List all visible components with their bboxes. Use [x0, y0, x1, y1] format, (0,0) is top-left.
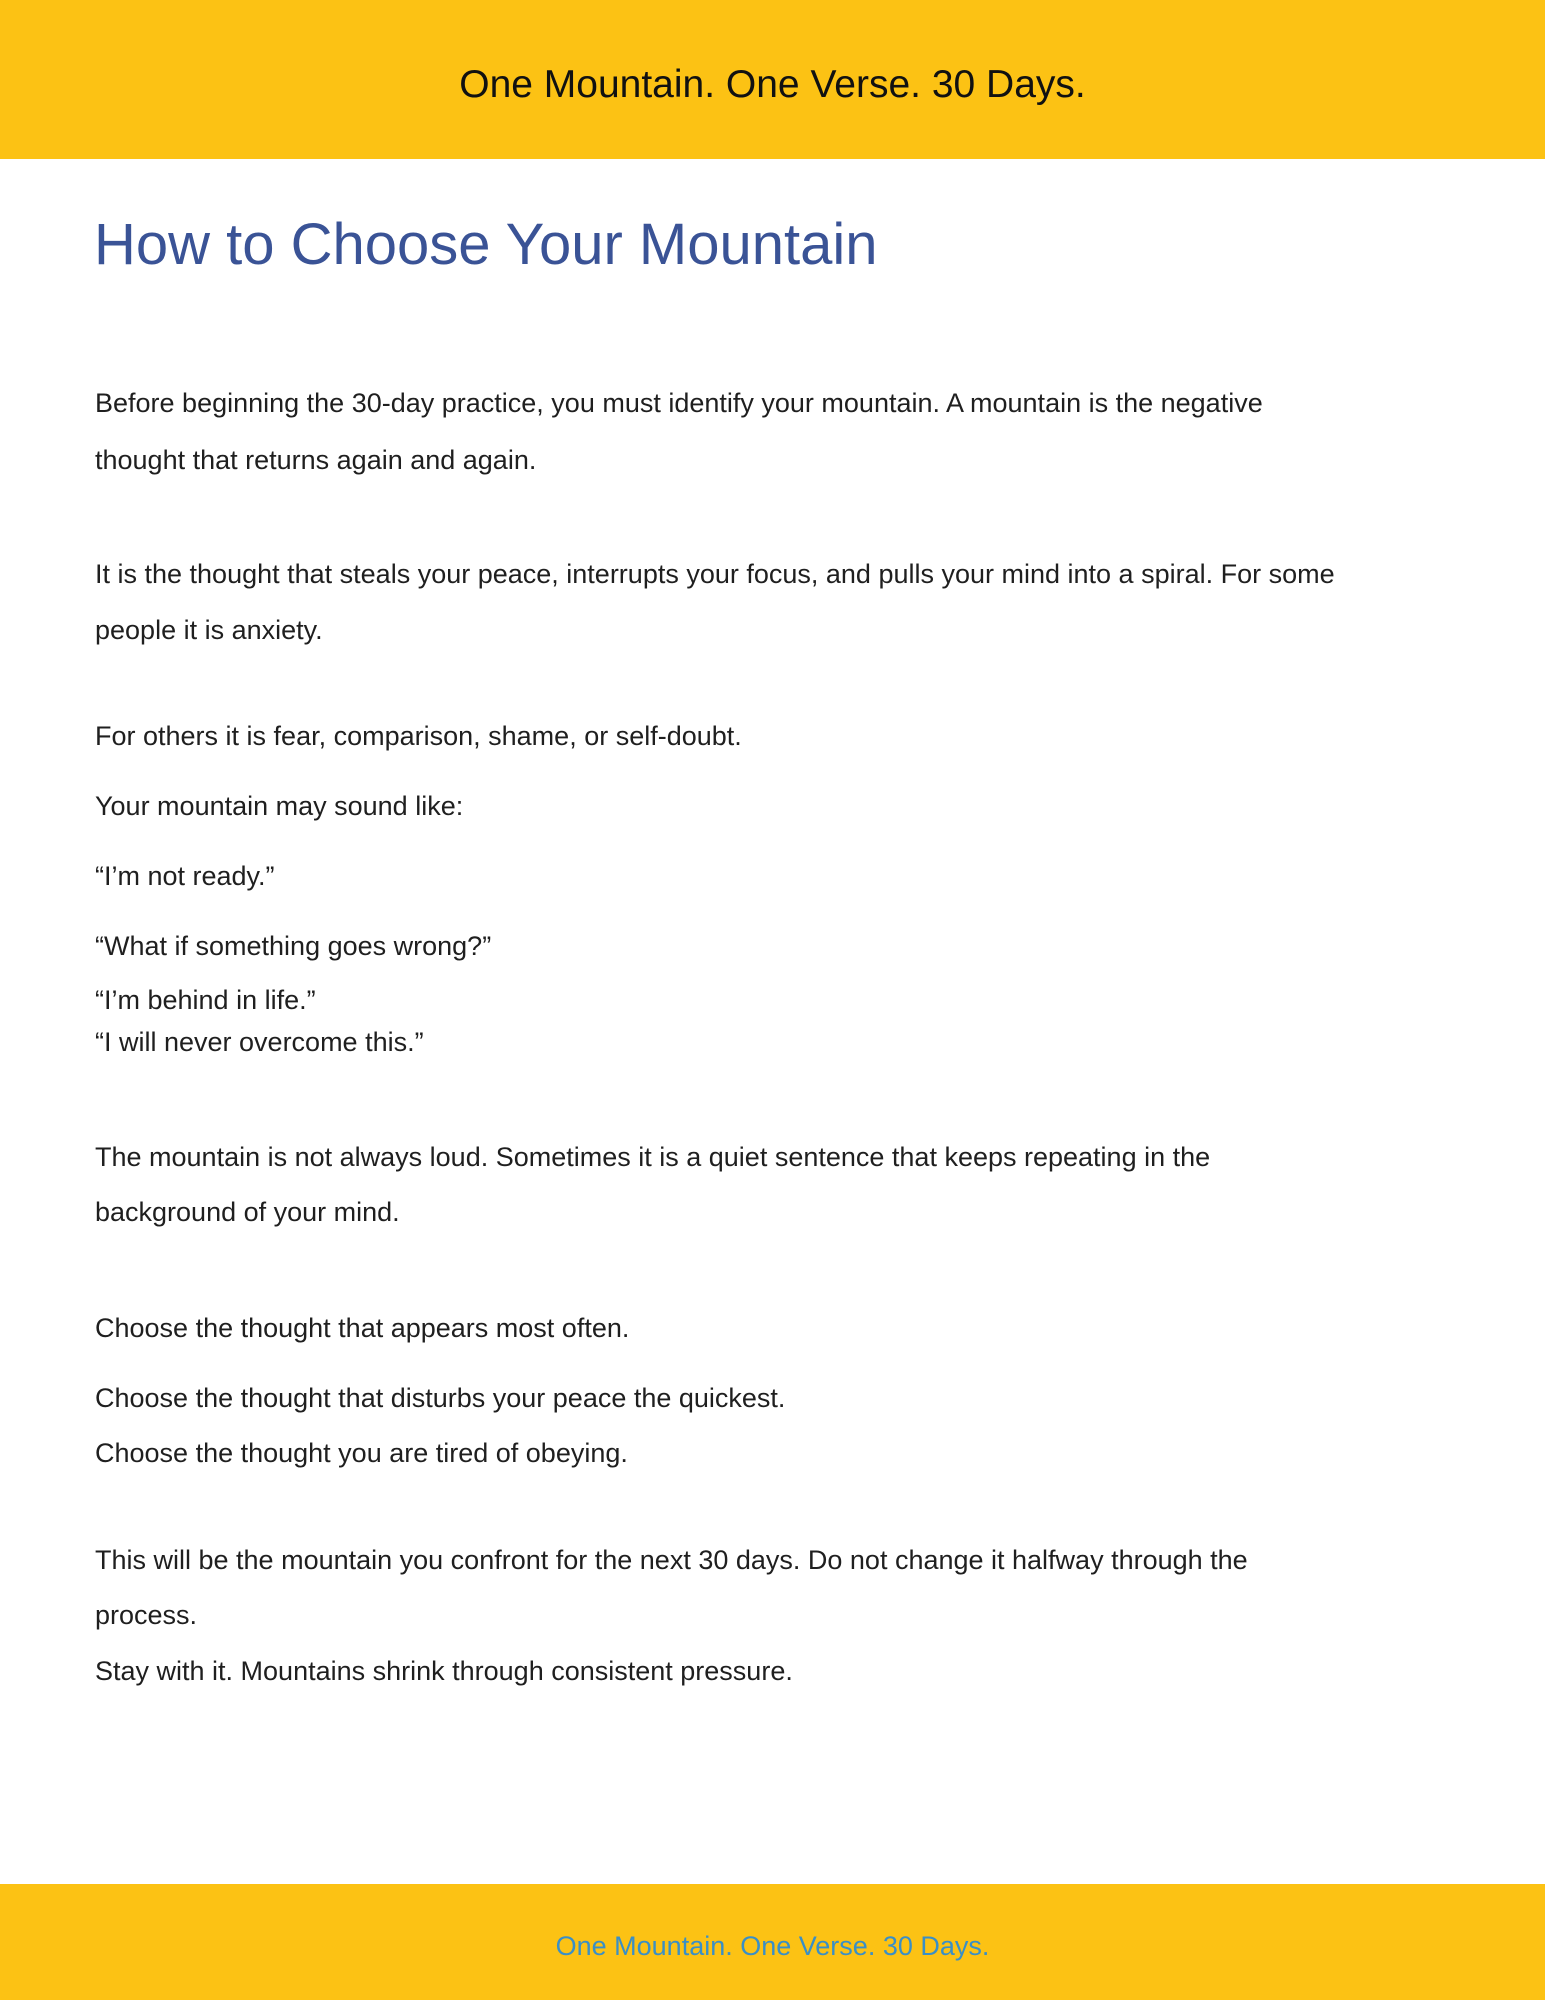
footer-text: One Mountain. One Verse. 30 Days.: [555, 1931, 990, 1961]
stay-line: Stay with it. Mountains shrink through consistent pressure.: [95, 1656, 793, 1686]
example-thought-1: “I’m not ready.”: [95, 861, 275, 891]
spiral-line-1: It is the thought that steals your peace, interrupts your focus, and pulls your mind into a spiral. For some: [95, 559, 1335, 589]
choose-line-2: Choose the thought that disturbs your peace the quickest.: [95, 1383, 786, 1413]
example-thought-2: “What if something goes wrong?”: [95, 931, 492, 961]
confront-line-1: This will be the mountain you confront for the next 30 days. Do not change it halfway through the: [95, 1545, 1248, 1575]
confront-line-2: process.: [95, 1600, 198, 1630]
intro-line-1: Before beginning the 30-day practice, you must identify your mountain. A mountain is the negative: [95, 388, 1263, 418]
spiral-line-2: people it is anxiety.: [95, 615, 323, 645]
quiet-line-2: background of your mind.: [95, 1197, 400, 1227]
sound-like-line: Your mountain may sound like:: [95, 791, 464, 821]
header-title: One Mountain. One Verse. 30 Days.: [459, 63, 1086, 106]
choose-line-1: Choose the thought that appears most often.: [95, 1313, 630, 1343]
choose-line-3: Choose the thought you are tired of obeying.: [95, 1438, 628, 1468]
example-thought-4: “I will never overcome this.”: [95, 1027, 424, 1057]
intro-line-2: thought that returns again and again.: [95, 445, 537, 475]
others-line: For others it is fear, comparison, shame, or self-doubt.: [95, 721, 742, 751]
page-heading: How to Choose Your Mountain: [94, 212, 878, 277]
quiet-line-1: The mountain is not always loud. Sometimes it is a quiet sentence that keeps repeating in the: [95, 1142, 1211, 1172]
example-thought-3: “I’m behind in life.”: [95, 985, 316, 1015]
